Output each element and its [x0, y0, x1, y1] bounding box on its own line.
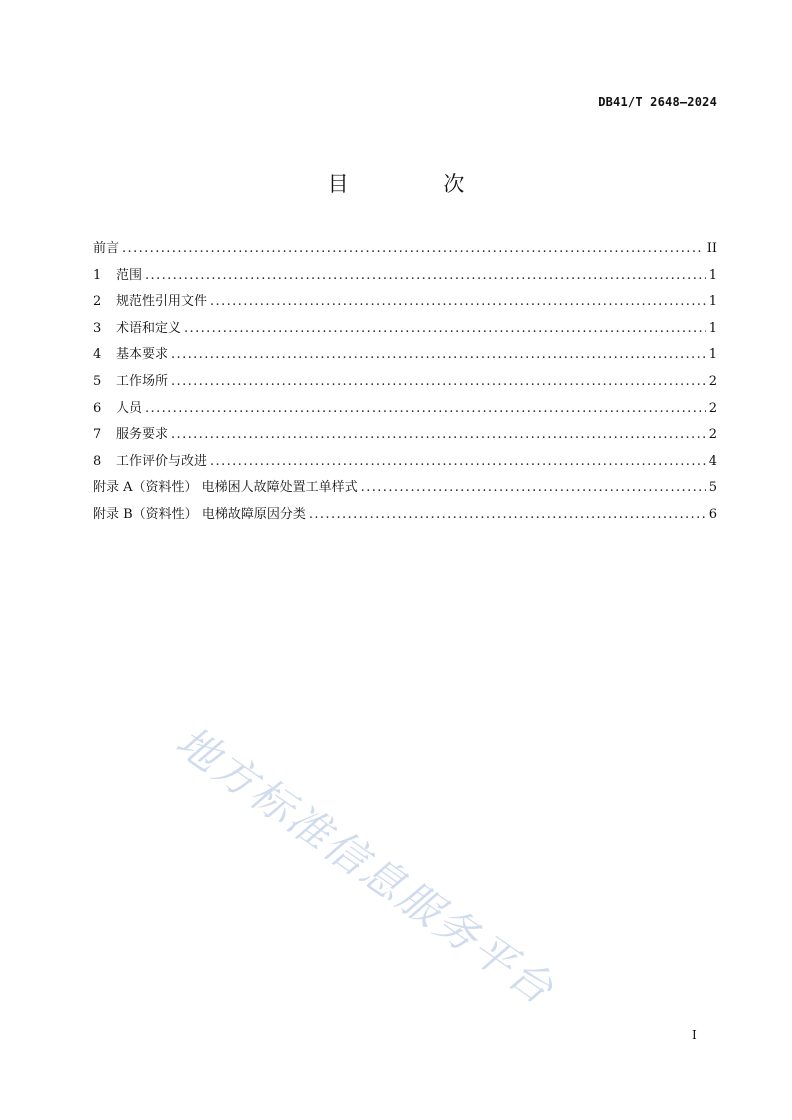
toc-page-number: 1	[708, 267, 717, 283]
toc-page-number: 2	[708, 427, 717, 443]
document-code: DB41/T 2648—2024	[598, 95, 717, 109]
toc-leader-dots	[361, 478, 706, 498]
toc-label: 7 服务要求	[93, 427, 169, 443]
toc-entry-appendix-a[interactable]	[93, 478, 717, 505]
page-number: I	[692, 1028, 697, 1042]
toc-page-number: 5	[708, 480, 717, 496]
watermark: 地方标准信息服务平台	[167, 716, 565, 1015]
toc-page-number: 6	[708, 506, 717, 522]
toc-label: 8 工作评价与改进	[93, 453, 208, 469]
toc-title: 目 次	[327, 172, 509, 196]
toc-leader-dots	[210, 292, 706, 312]
toc-page-number: II	[706, 241, 717, 256]
toc-entry-personnel[interactable]	[93, 399, 717, 426]
toc-label: 附录 A（资料性） 电梯困人故障处置工单样式	[93, 480, 358, 496]
toc-entry-foreword[interactable]	[93, 239, 717, 266]
toc-leader-dots	[171, 345, 706, 365]
toc-leader-dots	[122, 239, 704, 259]
toc-leader-dots	[145, 266, 706, 286]
toc-page-number: 4	[708, 453, 717, 469]
toc-label: 前言	[93, 241, 120, 256]
toc-leader-dots	[184, 319, 706, 339]
toc-page-number: 2	[708, 373, 717, 389]
toc-leader-dots	[210, 452, 706, 472]
toc-label: 附录 B（资料性） 电梯故障原因分类	[93, 506, 306, 522]
toc-leader-dots	[145, 399, 706, 419]
toc-entry-appendix-b[interactable]	[93, 505, 717, 532]
toc-entry-workplace[interactable]	[93, 372, 717, 399]
toc-page-number: 1	[708, 347, 717, 363]
toc-page-number: 1	[708, 320, 717, 336]
toc-entry-service-requirements[interactable]	[93, 425, 717, 452]
toc-label: 2 规范性引用文件	[93, 294, 208, 310]
toc-label: 3 术语和定义	[93, 320, 182, 336]
toc-label: 4 基本要求	[93, 347, 169, 363]
toc-label: 1 范围	[93, 267, 143, 283]
toc-page-number: 1	[708, 294, 717, 310]
toc-entry-basic-requirements[interactable]	[93, 345, 717, 372]
toc-leader-dots	[171, 425, 706, 445]
toc-leader-dots	[171, 372, 706, 392]
toc-leader-dots	[309, 505, 706, 525]
toc-label: 5 工作场所	[93, 373, 169, 389]
toc-entry-evaluation-improvement[interactable]	[93, 452, 717, 479]
toc-label: 6 人员	[93, 400, 143, 416]
toc-page-number: 2	[708, 400, 717, 416]
table-of-contents	[93, 239, 717, 532]
toc-entry-scope[interactable]	[93, 266, 717, 293]
toc-entry-normative-references[interactable]	[93, 292, 717, 319]
toc-entry-terms-definitions[interactable]	[93, 319, 717, 346]
